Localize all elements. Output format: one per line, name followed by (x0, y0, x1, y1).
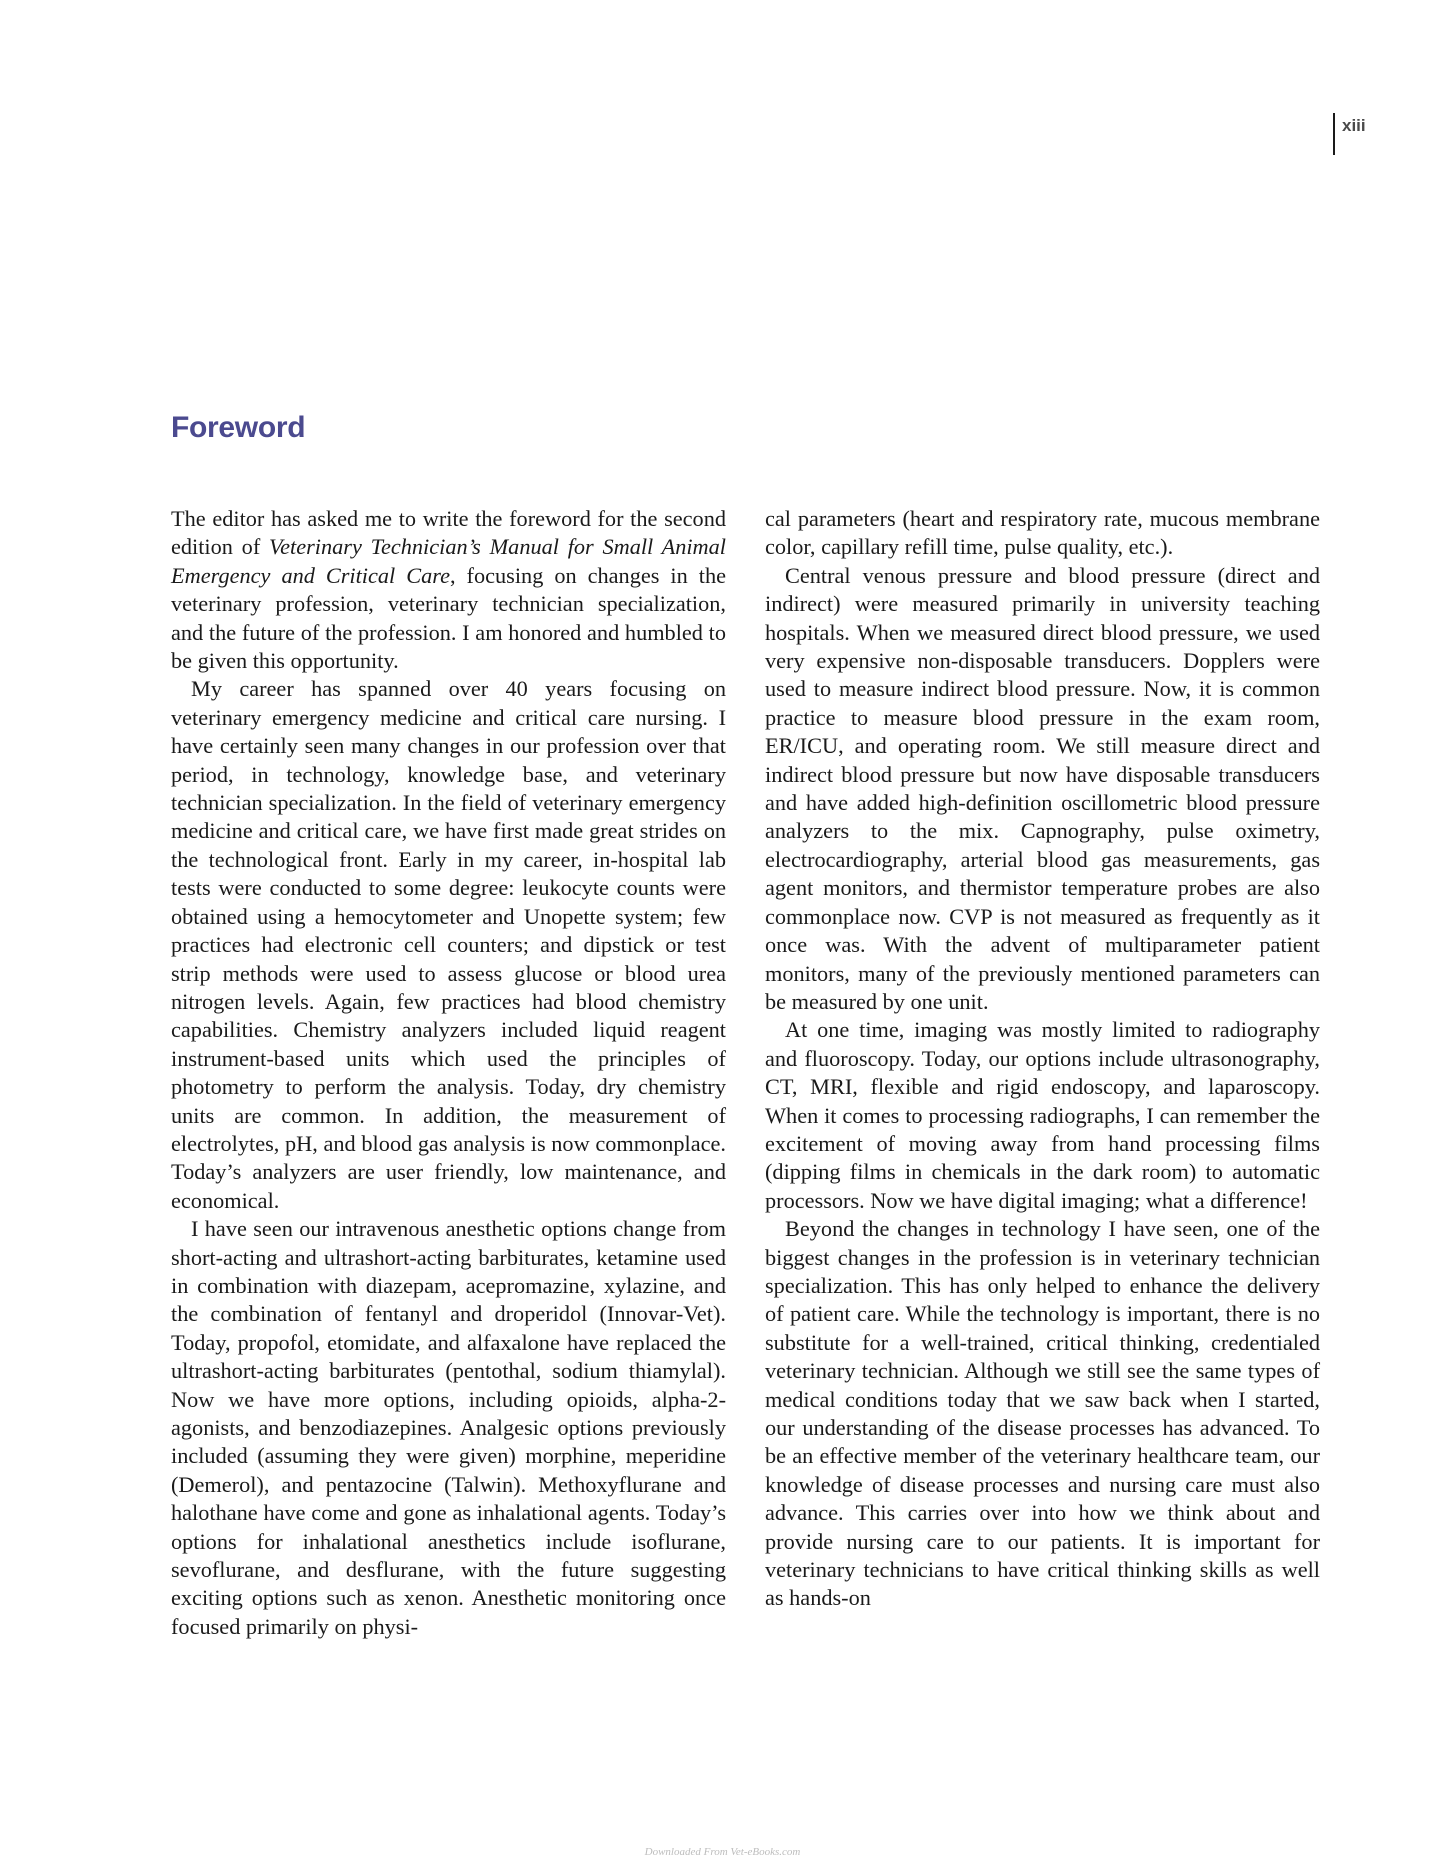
paragraph-text: The editor has asked me to write the foreword for the second edition of (171, 506, 726, 560)
download-watermark: Downloaded From Vet-eBooks.com (644, 1846, 801, 1858)
text-column-right (765, 505, 1320, 1613)
paragraph: My career has spanned over 40 years focusing on veterinary emergency medicine and critical care nursing. I have certainly seen many changes in our profession over that period, in technology, knowledge base, and veterinary technician specialization. In the field of veterinary emergency medicine and critical care, we have first made great strides on the technological front. Early in my career, in-hospital lab tests were conducted to some degree: leukocyte counts were obtained using a hemocytometer and Unopette system; few practices had electronic cell counters; and dipstick or test strip methods were used to assess glucose or blood urea nitrogen levels. Again, few practices had blood chemistry capabilities. Chemistry analyzers included liquid reagent instrument-based units which used the principles of photometry to perform the analysis. Today, dry chemistry units are common. In addition, the measurement of electrolytes, pH, and blood gas analysis is now commonplace. Today’s analyzers are user friendly, low maintenance, and economical. (171, 676, 726, 1213)
paragraph: Central venous pressure and blood pressure (direct and indirect) were measured primarily in university teaching hospitals. When we measured direct blood pressure, we used very expensive non-disposable transducers. Dopplers were used to measure indirect blood pressure. Now, it is common practice to measure blood pressure in the exam room, ER/ICU, and operating room. We still measure direct and indirect blood pressure but now have disposable transducers and have added high-definition oscillometric blood pressure analyzers to the mix. Capnography, pulse oximetry, electrocardiography, arterial blood gas measurements, gas agent monitors, and thermistor temperature probes are also commonplace now. CVP is not measured as frequently as it once was. With the advent of multiparameter patient monitors, many of the previously mentioned parameters can be measured by one unit. (765, 562, 1320, 1014)
paragraph: Beyond the changes in technology I have seen, one of the biggest changes in the profession is in veterinary technician specialization. This has only helped to enhance the delivery of patient care. While the technology is important, there is no substitute for a well-trained, critical thinking, credentialed veterinary technician. Although we still see the same types of medical conditions today that we saw back when I started, our understanding of the disease processes has advanced. To be an effective member of the veterinary healthcare team, our knowledge of disease processes and nursing care must also advance. This carries over into how we think about and provide nursing care to our patients. It is important for veterinary technicians to have critical thinking skills as well as hands-on (765, 1216, 1320, 1611)
page-title: Foreword (171, 411, 306, 444)
paragraph: At one time, imaging was mostly limited to radiography and fluoroscopy. Today, our options include ultrasonography, CT, MRI, flexible and rigid endoscopy, and laparoscopy. When it comes to processing radiographs, I can remember the excitement of moving away from hand processing films (dipping films in chemicals in the dark room) to automatic processors. Now we have digital imaging; what a difference! (765, 1017, 1320, 1213)
paragraph (171, 505, 726, 675)
paragraph: I have seen our intravenous anesthetic options change from short-acting and ultrashort-acting barbiturates, ketamine used in combination with diazepam, acepromazine, xylazine, and the combination of fentanyl and droperidol (Innovar-Vet). Today, propofol, etomidate, and alfaxalone have replaced the ultrashort-acting barbiturates (pentothal, sodium thiamylal). Now we have more options, including opioids, alpha-2-agonists, and benzodiazepines. Analgesic options previously included (assuming they were given) morphine, meperidine (Demerol), and pentazocine (Talwin). Methoxyflurane and halothane have come and gone as inhalational agents. Today’s options for inhalational anesthetics include isoflurane, sevoflurane, and desflurane, with the future suggesting exciting options such as xenon. Anesthetic monitoring once focused primarily on physi- (171, 1216, 726, 1639)
paragraph: cal parameters (heart and respiratory rate, mucous membrane color, capillary refill time, pulse quality, etc.). (765, 506, 1320, 560)
paragraph-text: , focusing on changes in the veterinary profession, veterinary technician specialization, and the future of the profession. I am honored and humbled to be given this opportunity. (171, 562, 726, 674)
text-column-left (171, 505, 726, 1641)
book-title: Veterinary Technician’s Manual for Small Animal Emergency and Critical Care (171, 534, 726, 588)
folio-rule (1333, 113, 1335, 155)
page-number: xiii (1342, 116, 1366, 135)
